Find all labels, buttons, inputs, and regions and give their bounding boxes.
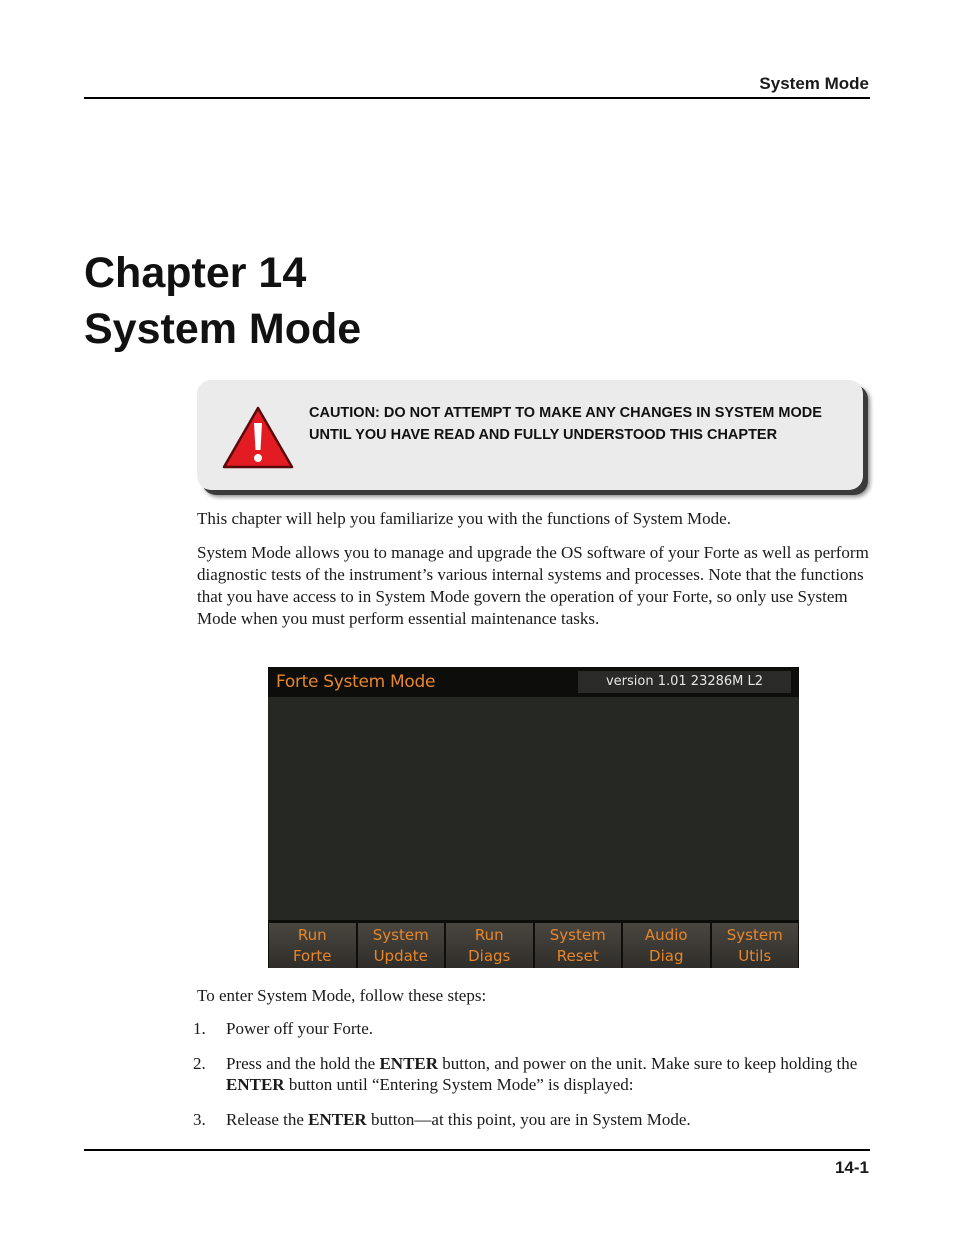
softkey-system-update[interactable]: [358, 923, 445, 968]
step-text-part: button until “Entering System Mode” is displayed:: [284, 1075, 634, 1094]
screen-version: version 1.01 23286M L2: [578, 671, 791, 693]
step-text: [226, 1053, 869, 1095]
step-item: [193, 1109, 869, 1130]
footer-rule: [84, 1149, 870, 1151]
screen-title: Forte System Mode: [276, 672, 436, 692]
step-text-part: button, and power on the unit. Make sure to keep holding the: [438, 1054, 858, 1073]
page-header-title: System Mode: [759, 74, 869, 93]
step-text: [226, 1109, 869, 1130]
chapter-title: [84, 245, 361, 357]
softkey-label: Update: [373, 946, 428, 965]
step-text-part: Power off your Forte.: [226, 1019, 373, 1038]
step-number: 3.: [193, 1110, 206, 1129]
step-item: [193, 1018, 869, 1039]
chapter-number: Chapter 14: [84, 249, 307, 297]
softkey-label: System: [726, 925, 783, 944]
enter-keyword: ENTER: [379, 1054, 439, 1073]
softkey-label: System: [372, 925, 429, 944]
step-text-part: Press and the hold the: [226, 1054, 380, 1073]
header-rule: [84, 97, 870, 99]
caution-text: CAUTION: DO NOT ATTEMPT TO MAKE ANY CHANGES IN SYSTEM MODE UNTIL YOU HAVE READ AND FULLY UNDERSTOOD THIS CHAPTER: [309, 405, 822, 443]
softkey-label: Diags: [468, 946, 511, 965]
softkey-system-utils[interactable]: [712, 923, 799, 968]
caution-box: [197, 380, 863, 490]
chapter-name: System Mode: [84, 305, 362, 353]
softkey-label: Run: [474, 925, 504, 944]
softkey-audio-diag[interactable]: [623, 923, 710, 968]
intro-paragraph: This chapter will help you familiarize you with the functions of System Mode.: [197, 509, 731, 528]
step-number: 2.: [193, 1054, 206, 1073]
system-mode-screenshot: [268, 667, 799, 968]
softkey-label: Run: [297, 925, 327, 944]
softkey-system-reset[interactable]: [535, 923, 622, 968]
step-text-part: button—at this point, you are in System Mode.: [366, 1110, 691, 1129]
steps-intro: To enter System Mode, follow these steps:: [197, 986, 487, 1005]
softkey-label: System: [549, 925, 606, 944]
warning-triangle-icon: [221, 405, 295, 471]
description-paragraph: System Mode allows you to manage and upgrade the OS software of your Forte as well as perform diagnostic tests of the instrument’s various internal systems and processes. Note that the functions that you have access to in System Mode govern the operation of your Forte, so only use System Mode when you must perform essential maintenance tasks.: [197, 543, 869, 628]
page-number: 14-1: [834, 1158, 869, 1177]
softkey-bar: [268, 920, 799, 968]
step-number: 1.: [193, 1019, 206, 1038]
softkey-label: Audio: [644, 925, 688, 944]
enter-keyword: ENTER: [226, 1075, 285, 1094]
softkey-label: Utils: [738, 946, 772, 965]
screen-title-bar: [268, 667, 799, 697]
softkey-label: Reset: [556, 946, 599, 965]
step-item: [193, 1053, 869, 1095]
step-text: [226, 1018, 869, 1039]
softkey-run-forte[interactable]: [269, 923, 356, 968]
enter-keyword: ENTER: [308, 1110, 367, 1129]
softkey-run-diags[interactable]: [446, 923, 533, 968]
softkey-label: Diag: [649, 946, 684, 965]
step-text-part: Release the: [226, 1110, 309, 1129]
softkey-label: Forte: [292, 946, 332, 965]
